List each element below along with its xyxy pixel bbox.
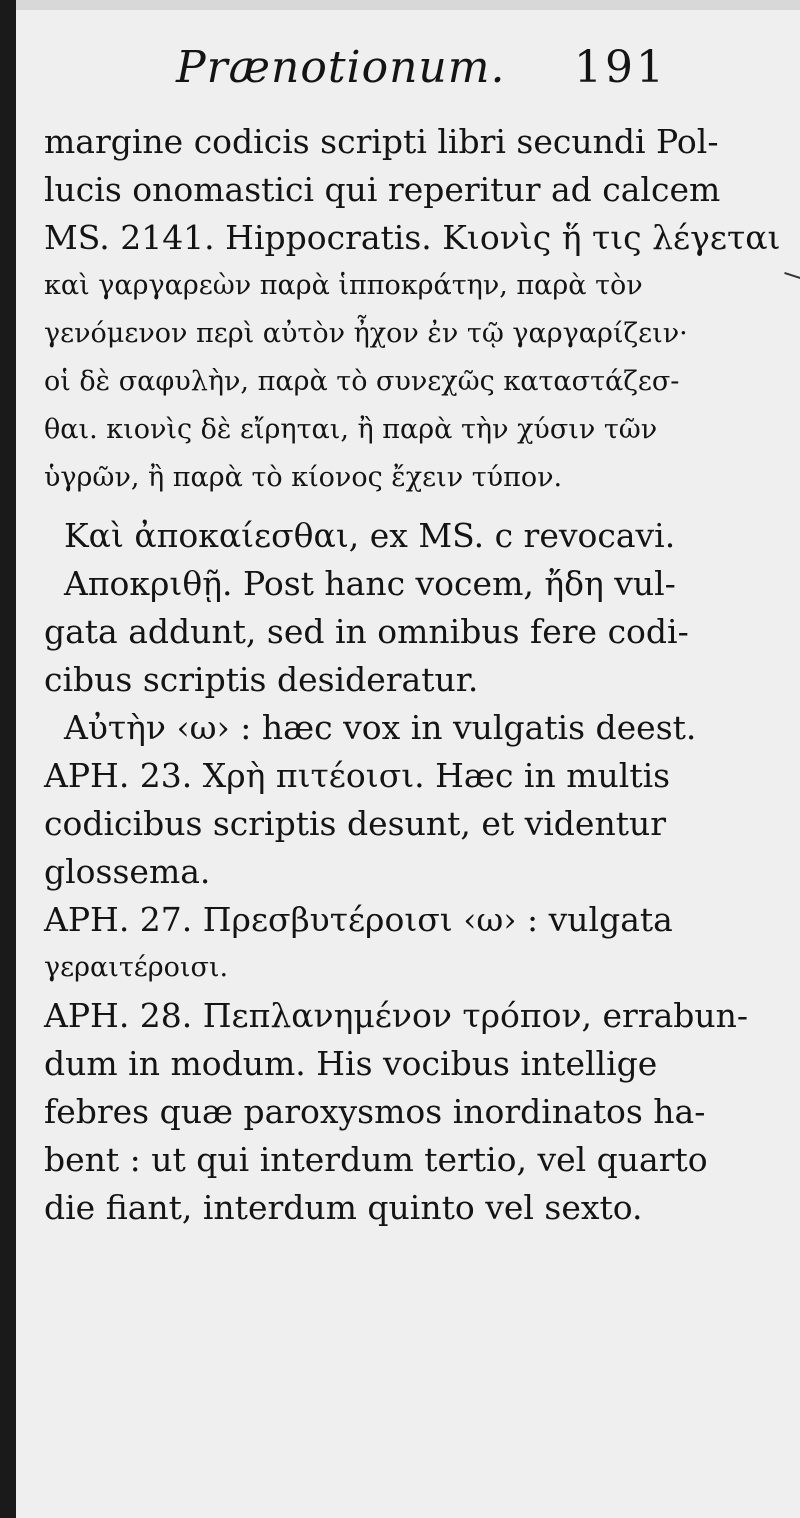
text-line: codicibus scriptis desunt, et videntur	[44, 804, 666, 843]
greek-line: γεραιτέροισι.	[44, 952, 229, 983]
note-line: Αποκριθῇ. Post hanc vocem, ἤδη vul-	[64, 564, 676, 603]
aphorism-line: APH. 23. Χρὴ πιτέοισι. Hæc in multis	[44, 756, 671, 795]
greek-line: γενόμενον περὶ αὐτὸν ἦχον ἐν τῷ γαργαρίζειν·	[44, 318, 688, 349]
margin-mark	[784, 272, 800, 280]
body-text	[44, 118, 781, 1232]
greek-line: θαι. κιονὶς δὲ εἴρηται, ἢ παρὰ τὴν χύσιν τῶν	[44, 414, 658, 445]
greek-line: οἱ δὲ σαφυλὴν, παρὰ τὸ συνεχῶς καταστάζεσ-	[44, 366, 680, 397]
aphorism-line: APH. 28. Πεπλανημένον τρόπον, errabun-	[44, 996, 749, 1035]
text-line: febres quæ paroxysmos inordinatos ha-	[44, 1092, 706, 1131]
greek-line: ὑγρῶν, ἢ παρὰ τὸ κίονος ἔχειν τύπον.	[44, 462, 563, 493]
text-line: MS. 2141. Hippocratis. Κιονὶς ἥ τις λέγεται	[44, 218, 781, 257]
text-line: dum in modum. His vocibus intellige	[44, 1044, 658, 1083]
text-line: glossema.	[44, 852, 211, 891]
aphorism-line: APH. 27. Πρεσβυτέροισι ‹ω› : vulgata	[44, 900, 673, 939]
running-head	[16, 36, 800, 106]
note-line: Καὶ ἀποκαίεσθαι, ex MS. c revocavi.	[64, 516, 676, 555]
text-line: margine codicis scripti libri secundi Pol-	[44, 122, 719, 161]
text-line: die fiant, interdum quinto vel sexto.	[44, 1188, 643, 1227]
text-line: bent : ut qui interdum tertio, vel quarto	[44, 1140, 708, 1179]
text-line: cibus scriptis desideratur.	[44, 660, 479, 699]
note-line: Αὐτὴν ‹ω› : hæc vox in vulgatis deest.	[64, 708, 697, 747]
greek-line: καὶ γαργαρεὼν παρὰ ἱπποκράτην, παρὰ τὸν	[44, 270, 643, 301]
scan-edge-top	[0, 0, 800, 10]
scan-edge-left	[0, 0, 16, 1518]
running-title: Prænotionum.	[176, 42, 506, 93]
book-page	[16, 10, 800, 1518]
text-line: lucis onomastici qui reperitur ad calcem	[44, 170, 721, 209]
text-line: gata addunt, sed in omnibus fere codi-	[44, 612, 689, 651]
page-number: 191	[574, 42, 667, 93]
